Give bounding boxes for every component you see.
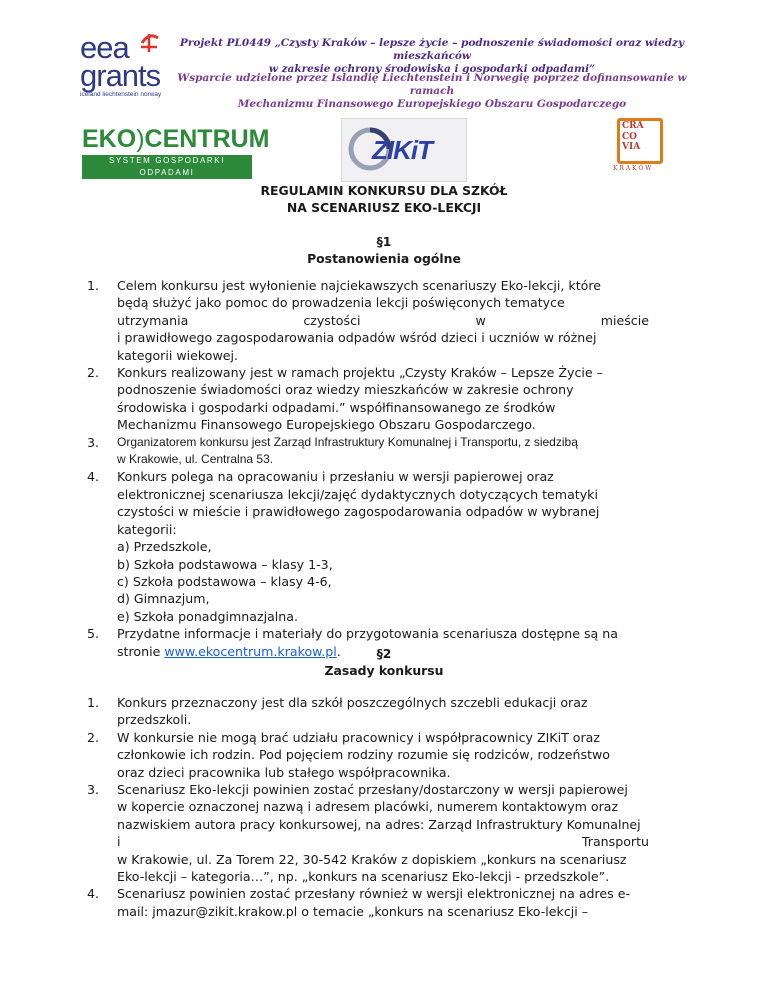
- section-1-number: §1: [376, 234, 392, 249]
- cracovia-logo: [613, 118, 669, 176]
- eea-grants-logo: [80, 30, 180, 106]
- zikit-text: ZIKiT: [372, 135, 432, 165]
- list-item: 2. W konkursie nie mogą brać udziału pracownicy i współpracownicy ZIKiT oraz członkowie ich rodzin. Pod pojęciem rodziny rozumie się rodziców, rodzeństwo oraz dzieci pracownika lub stałego współpracownika.: [87, 729, 611, 780]
- section-2-number: §2: [376, 646, 392, 661]
- list-item: 1. Konkurs przeznaczony jest dla szkół poszczególnych szczebli edukacji oraz przedszkoli.: [87, 695, 588, 728]
- section-2-title: Zasady konkursu: [324, 663, 444, 678]
- doc-title-line-2: NA SCENARIUSZ EKO-LEKCJI: [286, 200, 482, 215]
- list-item: 3. Organizatorem konkursu jest Zarząd Infrastruktury Komunalnej i Transportu, z siedzibą w Krakowie, ul. Centralna 53.: [87, 434, 578, 467]
- support-line-1: Wsparcie udzielone przez Islandię Liechtenstein i Norwegię poprzez dofinansowanie w ramach: [177, 72, 687, 97]
- project-line-2: w zakresie ochrony środowiska i gospodarki odpadami”: [268, 63, 596, 75]
- eea-logo-line1: eea: [80, 30, 129, 65]
- section-2-list: [87, 694, 649, 920]
- section-1-list: [87, 277, 649, 660]
- list-item: 5. Przydatne informacje i materiały do przygotowania scenariusza dostępne są na stronie www.ekocentrum.krakow.pl.: [87, 626, 618, 659]
- section-1-title: Postanowienia ogólne: [307, 251, 461, 266]
- cra-line-2: CO: [622, 131, 638, 142]
- cra-line-1: CRA: [622, 121, 644, 131]
- support-note: [172, 72, 692, 111]
- list-item: 4. Konkurs polega na opracowaniu i przesłaniu w wersji papierowej oraz elektronicznej scenariusza lekcji/zajęć dydaktycznych dotyczących tematyki czystości w mieście i prawidłowego zagospodarowania odpadów w wybranej kategorii: a) Przedszkole, b) Szkoła podstawowa – klasy 1-3, c) Szkoła podstawowa – klasy 4-6, d) Gimnazjum, e) Szkoła ponadgimnazjalna.: [87, 469, 600, 624]
- ekocentrum-logo: EKO)CENTRUM SYSTEM GOSPODARKI ODPADAMI: [82, 125, 270, 177]
- project-line-1: Projekt PL0449 „Czysty Kraków – lepsze życie – podnoszenie świadomości oraz wiedzy mieszkańców: [179, 37, 685, 62]
- eea-logo-sub: iceland liechtenstein norway: [80, 91, 162, 98]
- eea-emblem-icon: [136, 30, 162, 56]
- ekocentrum-tagline: SYSTEM GOSPODARKI ODPADAMI: [82, 155, 252, 179]
- eko-text: EKO: [82, 125, 137, 153]
- project-title: [172, 37, 692, 76]
- list-item: 3. Scenariusz Eko-lekcji powinien zostać przesłany/dostarczony w wersji papierowej w kopercie oznaczonej nazwą i adresem placówki, numerem kontaktowym oraz nazwiskiem autora pracy konkursowej, na adres: Zarząd Infrastruktury Komunalnej i Transportu w Krakowie, ul. Za Torem 22, 30-542 Kraków z dopiskiem „konkurs na scenariusz Eko-lekcji – kategoria…”, np. „konkurs na scenariusz Eko-lekcji - przedszkole”.: [87, 782, 649, 885]
- krakow-text: K R A K Ó W: [613, 165, 652, 172]
- cra-line-3: VIA: [622, 142, 641, 152]
- ekocentrum-link[interactable]: www.ekocentrum.krakow.pl: [164, 643, 337, 659]
- centrum-text: CENTRUM: [144, 125, 270, 153]
- list-item: 1. Celem konkursu jest wyłonienie najciekawszych scenariuszy Eko-lekcji, które będą służyć jako pomoc do prowadzenia lekcji poświęconych tematyce utrzymania czystości w mieście i prawidłowego zagospodarowania odpadów wśród dzieci i uczniów w różnej kategorii wiekowej.: [87, 278, 649, 363]
- zikit-logo: [341, 118, 467, 182]
- support-line-2: Mechanizmu Finansowego Europejskiego Obszaru Gospodarczego: [237, 98, 627, 110]
- eea-logo-line2: grants: [80, 58, 161, 93]
- doc-title-line-1: REGULAMIN KONKURSU DLA SZKÓŁ: [260, 183, 508, 198]
- list-item: 4. Scenariusz powinien zostać przesłany również w wersji elektronicznej na adres e- mail: jmazur@zikit.krakow.pl o temacie „konkurs na scenariusz Eko-lekcji –: [87, 886, 631, 919]
- list-item: 2. Konkurs realizowany jest w ramach projektu „Czysty Kraków – Lepsze Życie – podnoszenie świadomości oraz wiedzy mieszkańców w zakresie ochrony środowiska i gospodarki odpadami.” współfinansowanego ze środków Mechanizmu Finansowego Europejskiego Obszaru Gospodarczego.: [87, 365, 603, 433]
